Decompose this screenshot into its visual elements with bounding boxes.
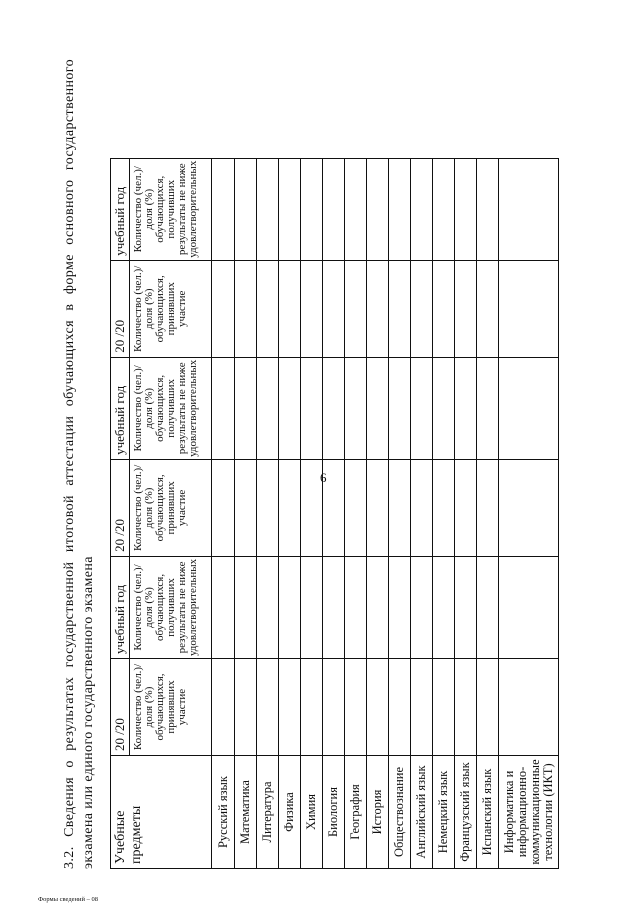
- value-cell[interactable]: [499, 459, 559, 556]
- value-cell[interactable]: [301, 260, 323, 357]
- table-row: [301, 158, 323, 868]
- value-cell[interactable]: [257, 659, 279, 756]
- year-header-cell: [111, 556, 130, 658]
- value-cell[interactable]: [212, 158, 235, 260]
- page-number: 6: [320, 470, 327, 485]
- value-cell[interactable]: [455, 357, 477, 459]
- value-cell[interactable]: [279, 459, 301, 556]
- table-row: [433, 158, 455, 868]
- value-cell[interactable]: [235, 357, 257, 459]
- value-cell[interactable]: [367, 260, 389, 357]
- table-row: [257, 158, 279, 868]
- value-cell[interactable]: [212, 357, 235, 459]
- value-cell[interactable]: [433, 260, 455, 357]
- value-cell[interactable]: [411, 357, 433, 459]
- year-header-cell: [111, 459, 130, 556]
- value-cell[interactable]: [257, 260, 279, 357]
- value-cell[interactable]: [455, 260, 477, 357]
- subject-name: Биология: [323, 756, 345, 869]
- table-row: [323, 158, 345, 868]
- value-cell[interactable]: [323, 158, 345, 260]
- subject-name: Химия: [301, 756, 323, 869]
- value-cell[interactable]: [455, 459, 477, 556]
- value-cell[interactable]: [411, 556, 433, 658]
- value-cell[interactable]: [499, 158, 559, 260]
- table-row: [499, 158, 559, 868]
- value-cell[interactable]: [301, 459, 323, 556]
- table-row: [411, 158, 433, 868]
- value-cell[interactable]: [433, 158, 455, 260]
- subject-name: Французский язык: [455, 756, 477, 869]
- value-cell[interactable]: [257, 556, 279, 658]
- year-label: 20 /20: [112, 319, 127, 353]
- heading-line-1: 3.2. Сведения о результатах государственной итоговой аттестации обучающихся в форме основного государственного: [62, 59, 77, 869]
- table-body: [212, 158, 559, 868]
- subject-name: Информатика и информационно-коммуникационные технологии (ИКТ): [499, 756, 559, 869]
- year-header-cell: [111, 659, 130, 756]
- value-cell[interactable]: [323, 357, 345, 459]
- participants-column-header: Количество (чел.)/доля (%) обучающихся, принявших участие: [130, 659, 212, 756]
- subject-name: Обществознание: [389, 756, 411, 869]
- table-row: [235, 158, 257, 868]
- value-cell[interactable]: [212, 556, 235, 658]
- value-cell[interactable]: [433, 357, 455, 459]
- value-cell[interactable]: [257, 158, 279, 260]
- value-cell[interactable]: [411, 260, 433, 357]
- table-row: [212, 158, 235, 868]
- subject-name: История: [367, 756, 389, 869]
- value-cell[interactable]: [323, 556, 345, 658]
- value-cell[interactable]: [301, 158, 323, 260]
- value-cell[interactable]: [477, 357, 499, 459]
- subject-name: Испанский язык: [477, 756, 499, 869]
- year-suffix: учебный год: [112, 385, 127, 455]
- subject-name: География: [345, 756, 367, 869]
- value-cell[interactable]: [279, 659, 301, 756]
- value-cell[interactable]: [257, 357, 279, 459]
- value-cell[interactable]: [279, 158, 301, 260]
- value-cell[interactable]: [433, 459, 455, 556]
- value-cell[interactable]: [212, 260, 235, 357]
- value-cell[interactable]: [323, 659, 345, 756]
- value-cell[interactable]: [367, 459, 389, 556]
- value-cell[interactable]: [367, 556, 389, 658]
- value-cell[interactable]: [235, 459, 257, 556]
- value-cell[interactable]: [345, 659, 367, 756]
- year-suffix: учебный год: [112, 584, 127, 654]
- value-cell[interactable]: [389, 357, 411, 459]
- value-cell[interactable]: [477, 659, 499, 756]
- value-cell[interactable]: [389, 459, 411, 556]
- value-cell[interactable]: [301, 357, 323, 459]
- year-suffix: учебный год: [112, 186, 127, 256]
- value-cell[interactable]: [323, 459, 345, 556]
- heading-line-2: экзамена или единого государственного экзамена: [81, 556, 96, 869]
- value-cell[interactable]: [389, 556, 411, 658]
- value-cell[interactable]: [212, 459, 235, 556]
- value-cell[interactable]: [301, 556, 323, 658]
- table-row: [477, 158, 499, 868]
- value-cell[interactable]: [257, 459, 279, 556]
- results-table: [110, 158, 559, 869]
- value-cell[interactable]: [301, 659, 323, 756]
- value-cell[interactable]: [235, 556, 257, 658]
- value-cell[interactable]: [411, 158, 433, 260]
- value-cell[interactable]: [345, 459, 367, 556]
- year-header-cell: [111, 260, 130, 357]
- satisfactory-column-header: Количество (чел.)/доля (%) обучающихся, получивших результаты не ниже удовлетворительных: [130, 357, 212, 459]
- subject-name: Литература: [257, 756, 279, 869]
- value-cell[interactable]: [411, 459, 433, 556]
- value-cell[interactable]: [499, 659, 559, 756]
- value-cell[interactable]: [455, 659, 477, 756]
- value-cell[interactable]: [389, 659, 411, 756]
- value-cell[interactable]: [279, 357, 301, 459]
- satisfactory-column-header: Количество (чел.)/доля (%) обучающихся, получивших результаты не ниже удовлетворительных: [130, 158, 212, 260]
- value-cell[interactable]: [477, 459, 499, 556]
- value-cell[interactable]: [367, 357, 389, 459]
- value-cell[interactable]: [433, 659, 455, 756]
- table-row: [455, 158, 477, 868]
- value-cell[interactable]: [235, 158, 257, 260]
- value-cell[interactable]: [499, 260, 559, 357]
- value-cell[interactable]: [389, 260, 411, 357]
- value-cell[interactable]: [455, 158, 477, 260]
- subject-name: Английский язык: [411, 756, 433, 869]
- table-row: [389, 158, 411, 868]
- value-cell[interactable]: [345, 556, 367, 658]
- value-cell[interactable]: [433, 556, 455, 658]
- value-cell[interactable]: [411, 659, 433, 756]
- value-cell[interactable]: [345, 260, 367, 357]
- value-cell[interactable]: [477, 158, 499, 260]
- value-cell[interactable]: [477, 260, 499, 357]
- value-cell[interactable]: [212, 659, 235, 756]
- value-cell[interactable]: [389, 158, 411, 260]
- value-cell[interactable]: [235, 260, 257, 357]
- subject-name: Физика: [279, 756, 301, 869]
- year-label: 20 /20: [112, 718, 127, 751]
- section-heading: [60, 59, 98, 869]
- table-row: [345, 158, 367, 868]
- value-cell[interactable]: [477, 556, 499, 658]
- value-cell[interactable]: [367, 158, 389, 260]
- table-row: [367, 158, 389, 868]
- footer-note: Формы сведений – 08: [38, 896, 98, 903]
- participants-column-header: Количество (чел.)/доля (%) обучающихся, принявших участие: [130, 260, 212, 357]
- value-cell[interactable]: [345, 158, 367, 260]
- value-cell[interactable]: [499, 556, 559, 658]
- value-cell[interactable]: [279, 260, 301, 357]
- value-cell[interactable]: [367, 659, 389, 756]
- year-header-cell: [111, 357, 130, 459]
- subject-name: Русский язык: [212, 756, 235, 869]
- value-cell[interactable]: [455, 556, 477, 658]
- participants-column-header: Количество (чел.)/доля (%) обучающихся, принявших участие: [130, 459, 212, 556]
- year-header-cell: [111, 158, 130, 260]
- value-cell[interactable]: [345, 357, 367, 459]
- table-row: [279, 158, 301, 868]
- value-cell[interactable]: [235, 659, 257, 756]
- value-cell[interactable]: [279, 556, 301, 658]
- subject-column-header: Учебные предметы: [111, 756, 212, 869]
- subject-name: Математика: [235, 756, 257, 869]
- year-label: 20 /20: [112, 519, 127, 552]
- satisfactory-column-header: Количество (чел.)/доля (%) обучающихся, получивших результаты не ниже удовлетворительных: [130, 556, 212, 658]
- value-cell[interactable]: [323, 260, 345, 357]
- value-cell[interactable]: [499, 357, 559, 459]
- subject-name: Немецкий язык: [433, 756, 455, 869]
